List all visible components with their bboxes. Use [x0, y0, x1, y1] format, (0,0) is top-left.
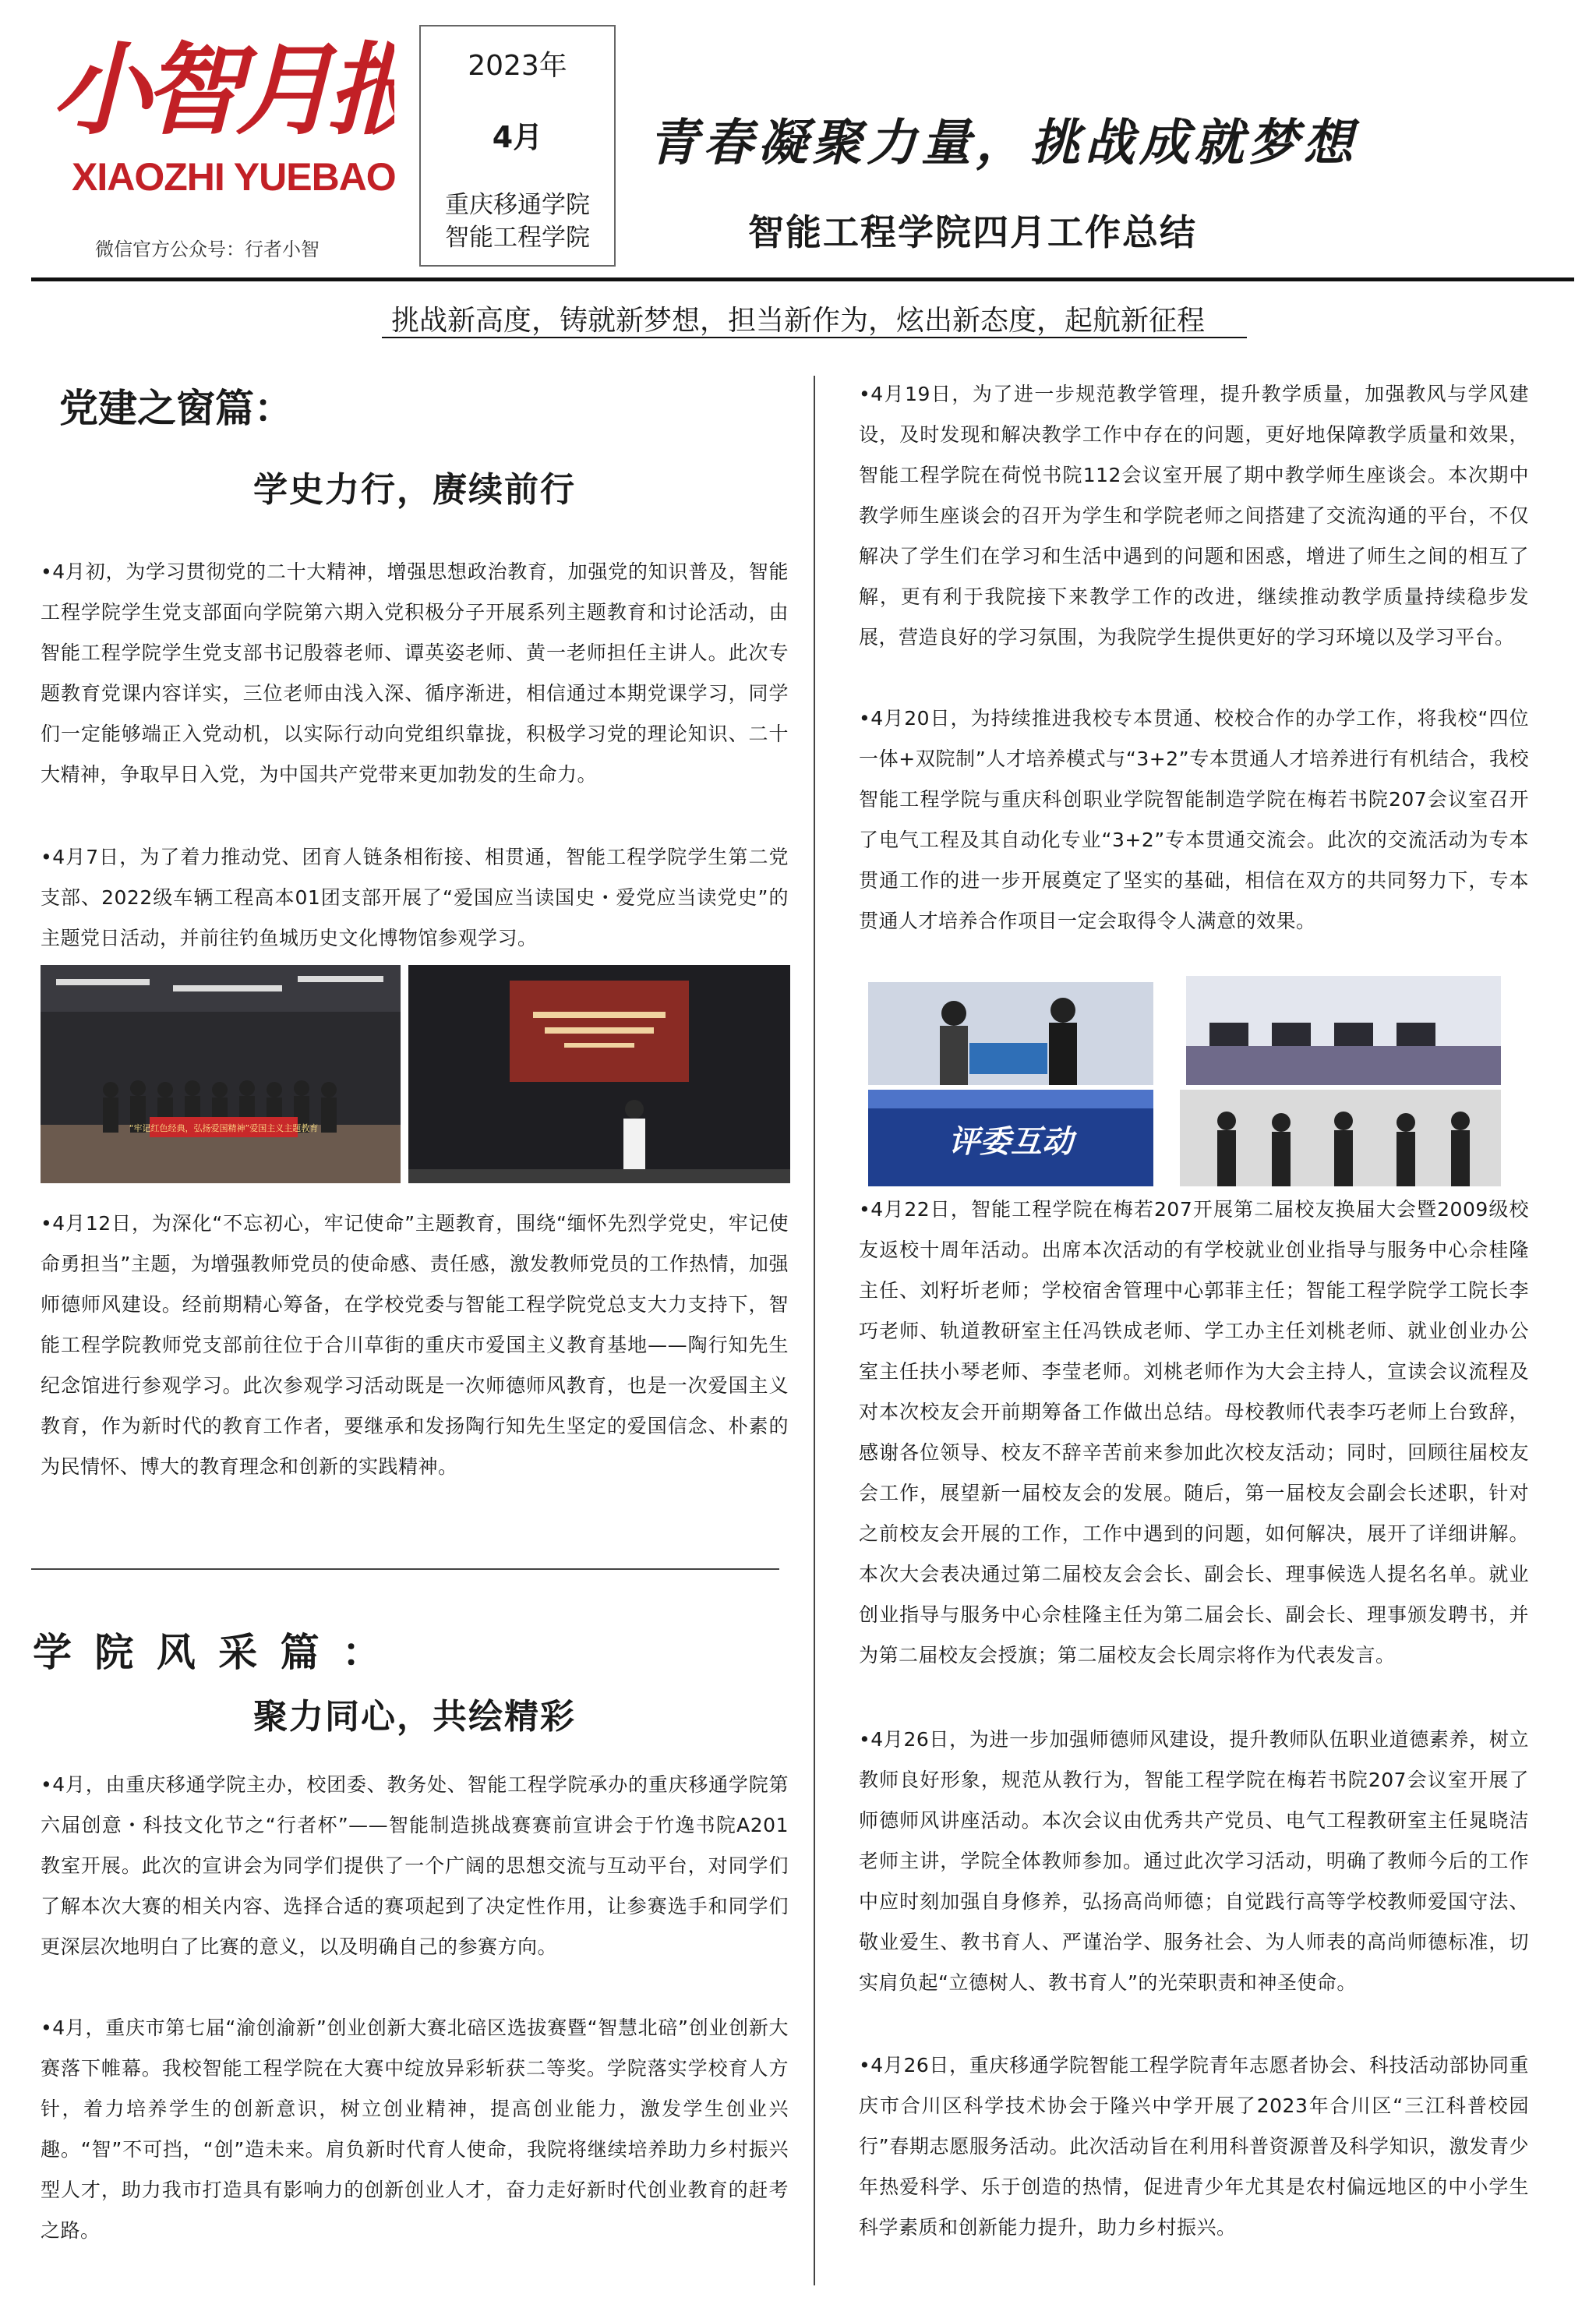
photo-banner-text: “牢记红色经典，弘扬爱国精神”爱国主义主题教育	[129, 1123, 319, 1133]
section-title-party: 党建之窗篇：	[59, 386, 293, 431]
issue-year: 2023年	[468, 50, 567, 82]
photo-lecture	[408, 965, 790, 1183]
slogan: 青春凝聚力量，挑战成就梦想	[648, 114, 1358, 172]
section-divider	[31, 1568, 779, 1570]
school-name	[421, 189, 614, 254]
article-paragraph: •4月22日，智能工程学院在梅若207开展第二届校友换届大会暨2009级校友返校十周年活动。出席本次活动的有学校就业创业指导与服务中心佘桂隆主任、刘籽圻老师；学校宿舍管理中心郭菲主任；智能工程学院学工院长李巧老师、轨道教研室主任冯铁成老师、学工办主任刘桃老师、就业创业办公室主任扶小琴老师、李莹老师。刘桃老师作为大会主持人，宣读会议流程及对本次校友会开前期筹备工作做出总结。母校教师代表李巧老师上台致辞，感谢各位领导、校友不辞辛苦前来参加此次校友活动；同时，回顾往届校友会工作，展望新一届校友会的发展。随后，第一届校友会副会长述职，针对之前校友会开展的工作，工作中遇到的问题，如何解决，展开了详细讲解。本次大会表决通过第二届校友会会长、副会长、理事候选人提名名单。就业创业指导与服务中心佘桂隆主任为第二届会长、副会长、理事颁发聘书，并为第二届校友会授旗；第二届校友会长周宗将作为代表发言。	[859, 1198, 1529, 1667]
issue-box	[419, 25, 616, 267]
article-paragraph: •4月初，为学习贯彻党的二十大精神，增强思想政治教育，加强党的知识普及，智能工程学院学生党支部面向学院第六期入党积极分子开展系列主题教育和讨论活动，由智能工程学院学生党支部书记殷蓉老师、谭英姿老师、黄一老师担任主讲人。此次专题教育党课内容详实，三位老师由浅入深、循序渐进，相信通过本期党课学习，同学们一定能够端正入党动机，以实际行动向党组织靠拢，积极学习党的理论知识、二十大精神，争取早日入党，为中国共产党带来更加勃发的生命力。	[41, 560, 789, 786]
photo-exchange-1	[868, 982, 1153, 1085]
article-paragraph: •4月7日，为了着力推动党、团育人链条相衔接、相贯通，智能工程学院学生第二党支部、2022级车辆工程高本01团支部开展了“爱国应当读国史・爱党应当读党史”的主题党日活动，并前往钓鱼城历史文化博物馆参观学习。	[41, 846, 789, 949]
tagline-underline	[382, 337, 1247, 338]
article-paragraph: •4月，重庆市第七届“渝创渝新”创业创新大赛北碚区选拔赛暨“智慧北碚”创业创新大赛落下帷幕。我校智能工程学院在大赛中绽放异彩斩获二等奖。学院落实学校育人方针，着力培养学生的创新意识，树立创业精神，提高创业能力，激发学生创业兴趣。“智”不可挡，“创”造未来。肩负新时代育人使命，我院将继续培养助力乡村振兴型人才，助力我市打造具有影响力的创新创业人才，奋力走好新时代创业教育的赶考之路。	[41, 2016, 789, 2242]
article-paragraph: •4月12日，为深化“不忘初心，牢记使命”主题教育，围绕“缅怀先烈学党史，牢记使命勇担当”主题，为增强教师党员的使命感、责任感，激发教师党员的工作热情，加强师德师风建设。经前期精心筹备，在学校党委与智能工程学院党总支大力支持下，智能工程学院教师党支部前往位于合川草街的重庆市爱国主义教育基地——陶行知先生纪念馆进行参观学习。此次参观学习活动既是一次师德师风教育，也是一次爱国主义教育，作为新时代的教育工作者，要继承和发扬陶行知先生坚定的爱国信念、朴素的为民情怀、博大的教育理念和创新的实践精神。	[41, 1212, 789, 1478]
photo-banner-text: 评委互动	[948, 1124, 1073, 1160]
issue-month: 4月	[492, 120, 543, 154]
article-paragraph: •4月19日，为了进一步规范教学管理，提升教学质量，加强教风与学风建设，及时发现和解决教学工作中存在的问题，更好地保障教学质量和效果，智能工程学院在荷悦书院112会议室开展了期中教学师生座谈会。本次期中教学师生座谈会的召开为学生和学院老师之间搭建了交流沟通的平台，不仅解决了学生们在学习和生活中遇到的问题和困惑，增进了师生之间的相互了解，更有利于我院接下来教学工作的改进，继续推动教学质量持续稳步发展，营造良好的学习氛围，为我院学生提供更好的学习环境以及学习平台。	[859, 383, 1529, 649]
column-divider	[814, 376, 815, 2285]
school-line-1: 重庆移通学院	[445, 191, 590, 219]
article-paragraph: •4月，由重庆移通学院主办，校团委、教务处、智能工程学院承办的重庆移通学院第六届创意・科技文化节之“行者杯”——智能制造挑战赛赛前宣讲会于竹逸书院A201教室开展。此次的宣讲会为同学们提供了一个广阔的思想交流与互动平台，对同学们了解本次大赛的相关内容、选择合适的赛项起到了决定性作用，让参赛选手和同学们更深层次地明白了比赛的意义，以及明确自己的参赛方向。	[41, 1773, 789, 1958]
photo-judges-interaction	[868, 1090, 1153, 1186]
photo-alumni-group	[1180, 1090, 1501, 1186]
photo-exchange-2	[1186, 976, 1501, 1085]
logo	[51, 30, 394, 147]
header-divider	[31, 277, 1574, 281]
photo-group-banner	[41, 965, 401, 1183]
page-title: 智能工程学院四月工作总结	[748, 211, 1197, 253]
section-subtitle-party: 学史力行，赓续前行	[253, 470, 576, 510]
svg-text:小智月报: 小智月报	[51, 32, 394, 147]
logo-english: XIAOZHI YUEBAO	[72, 155, 396, 199]
wechat-account: 微信官方公众号：行者小智	[95, 239, 320, 260]
article-paragraph: •4月26日，为进一步加强师德师风建设，提升教师队伍职业道德素养，树立教师良好形象，规范从教行为，智能工程学院在梅若书院207会议室开展了师德师风讲座活动。本次会议由优秀共产党员、电气工程教研室主任晁晓洁老师主讲，学院全体教师参加。通过此次学习活动，明确了教师今后的工作中应时刻加强自身修养，弘扬高尚师德；自觉践行高等学校教师爱国守法、敬业爱生、教书育人、严谨治学、服务社会、为人师表的高尚师德标准，切实肩负起“立德树人、教书育人”的光荣职责和神圣使命。	[859, 1728, 1529, 1994]
section-subtitle-college: 聚力同心，共绘精彩	[253, 1697, 576, 1737]
section-title-college: 学 院 风 采 篇 ：	[33, 1630, 387, 1675]
article-paragraph: •4月20日，为持续推进我校专本贯通、校校合作的办学工作，将我校“四位一体+双院制”人才培养模式与“3+2”专本贯通人才培养进行有机结合，我校智能工程学院与重庆科创职业学院智能制造学院在梅若书院207会议室召开了电气工程及其自动化专业“3+2”专本贯通交流会。此次的交流活动为专本贯通工作的进一步开展奠定了坚实的基础，相信在双方的共同努力下，专本贯通人才培养合作项目一定会取得令人满意的效果。	[859, 707, 1529, 932]
school-line-2: 智能工程学院	[445, 224, 590, 252]
article-paragraph: •4月26日，重庆移通学院智能工程学院青年志愿者协会、科技活动部协同重庆市合川区科学技术协会于隆兴中学开展了2023年合川区“三江科普校园行”春期志愿服务活动。此次活动旨在利用科普资源普及科学知识，激发青少年热爱科学、乐于创造的热情，促进青少年尤其是农村偏远地区的中小学生科学素质和创新能力提升，助力乡村振兴。	[859, 2054, 1529, 2239]
tagline: 挑战新高度，铸就新梦想，担当新作为，炫出新态度，起航新征程	[390, 305, 1205, 337]
